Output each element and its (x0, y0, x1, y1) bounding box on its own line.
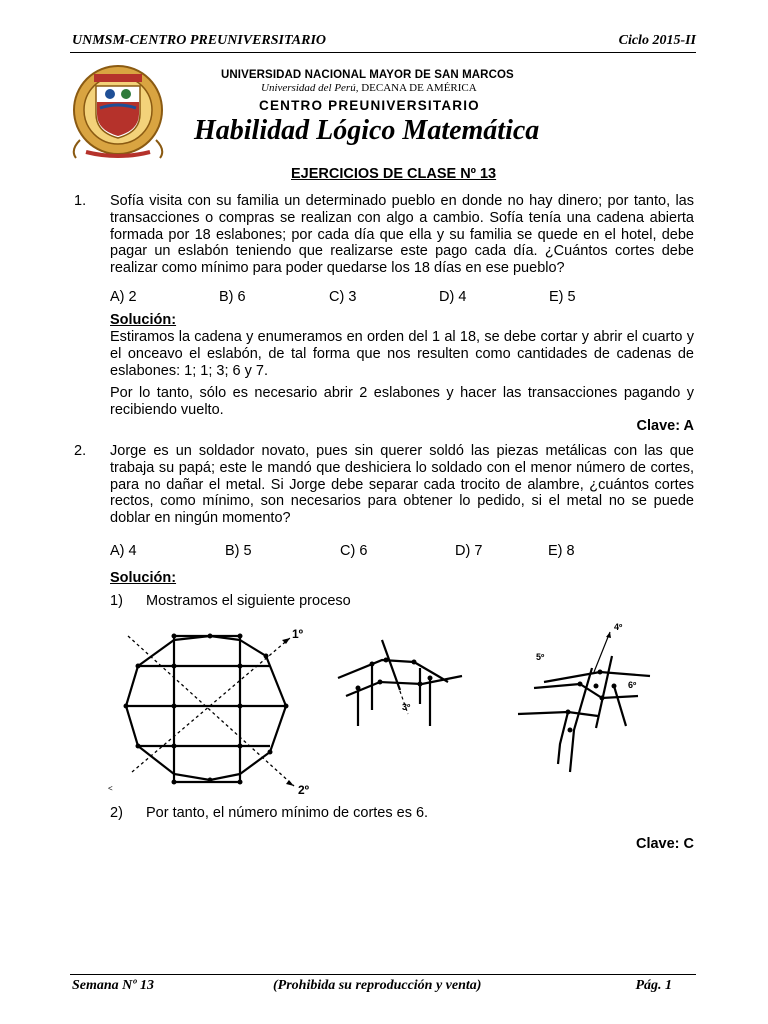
center-name: CENTRO PREUNIVERSITARIO (259, 98, 480, 113)
figure-pieces-cuts-4-5-6 (510, 616, 660, 776)
footer-left: Semana Nº 13 (72, 978, 154, 993)
step-2-number: 2) (110, 805, 123, 821)
option-b: B) 5 (225, 543, 252, 559)
option-c: C) 3 (329, 289, 357, 305)
figure-welded-frame (118, 622, 318, 802)
option-b: B) 6 (219, 289, 246, 305)
figure-pieces-cut-3 (330, 630, 475, 730)
stray-mark: < (108, 784, 113, 793)
label-cut-1: 1º (292, 627, 304, 641)
step-1-number: 1) (110, 593, 123, 609)
option-a: A) 2 (110, 289, 137, 305)
problem-1-clave: Clave: A (636, 418, 694, 434)
option-d: D) 4 (439, 289, 467, 305)
course-title: Habilidad Lógico Matemática (194, 115, 540, 146)
header-left: UNMSM-CENTRO PREUNIVERSITARIO (72, 33, 327, 48)
problem-1-number: 1. (74, 193, 87, 209)
step-1-text: Mostramos el siguiente proceso (146, 593, 351, 609)
section-title: EJERCICIOS DE CLASE Nº 13 (291, 166, 497, 182)
option-e: E) 5 (549, 289, 576, 305)
university-name: UNIVERSIDAD NACIONAL MAYOR DE SAN MARCOS (221, 69, 514, 81)
university-subtitle (261, 82, 477, 94)
header-rule (70, 52, 696, 53)
label-cut-5: 5º (536, 652, 545, 662)
problem-1-solution-p1: Estiramos la cadena y enumeramos en orden del 1 al 18, se debe cortar y abrir el cuarto y el onceavo el eslabón, de tal forma que nos resulten como cantidades de cadenas de eslabones: 1; 1; 3; 6 y 7. (110, 329, 694, 379)
problem-2-clave: Clave: C (635, 836, 694, 852)
problem-1-text: Sofía visita con su familia un determinado pueblo en donde no hay dinero; por tanto, las transacciones o compras se realizan con algo a cambio. Sofía tenía una cadena abierta formada por 18 eslabones; por cada día que ella y su familia se quede en el hotel, debe pagar un eslabón teniendo que realizarse este pago cada día. ¿Cuántos cortes debe realizar como mínimo para poder quedarse los 18 días en ese pueblo? (110, 193, 694, 277)
label-cut-3: 3º (402, 702, 411, 712)
option-c: C) 6 (340, 543, 368, 559)
option-d: D) 7 (455, 543, 483, 559)
problem-1-solution-label: Solución: (110, 312, 177, 328)
header-right: Ciclo 2015-II (618, 33, 696, 48)
label-cut-2: 2º (298, 783, 310, 797)
footer-rule (70, 974, 696, 975)
problem-2-number: 2. (74, 443, 87, 459)
footer-center: (Prohibida su reproducción y venta) (273, 978, 482, 993)
problem-2-text: Jorge es un soldador novato, pues sin querer soldó las piezas metálicas con las que trabaja su papá; este le mandó que deshiciera lo soldado con el menor número de cortes, para no dañar el metal. Si Jorge debe separar cada trocito de alambre, ¿cuántos cortes rectos, como mínimo, son necesarios para obtener lo pedido, si el metal no se puede doblar en ningún momento? (110, 443, 694, 527)
label-cut-4: 4º (614, 622, 623, 632)
option-a: A) 4 (110, 543, 137, 559)
option-e: E) 8 (548, 543, 575, 559)
subtitle-italic: Universidad del Perú, (261, 82, 359, 94)
problem-2-solution-label: Solución: (110, 570, 177, 586)
subtitle-rest: DECANA DE AMÉRICA (361, 82, 477, 94)
footer-right: Pág. 1 (635, 978, 672, 993)
label-cut-6: 6º (628, 680, 637, 690)
problem-1-solution-p2: Por lo tanto, sólo es necesario abrir 2 eslabones y hacer las transacciones pagando y recibiendo vuelto. (110, 385, 694, 418)
step-2-text: Por tanto, el número mínimo de cortes es 6. (146, 805, 429, 821)
university-seal-logo (66, 62, 174, 162)
